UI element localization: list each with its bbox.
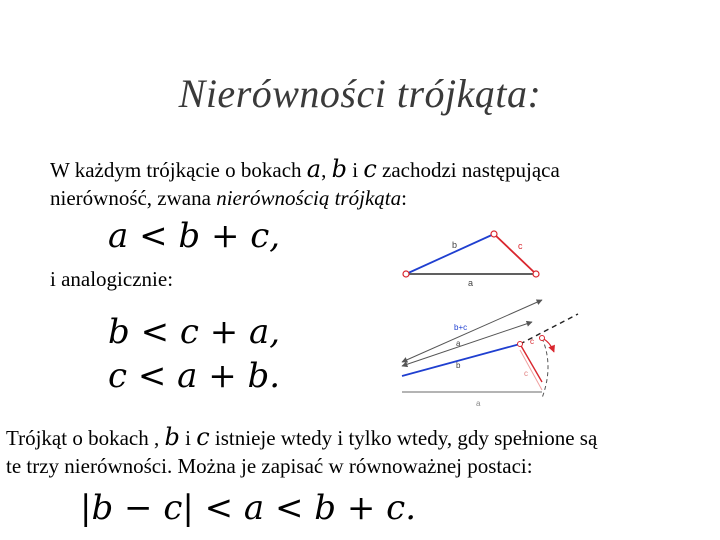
label-a-mid: a xyxy=(456,339,461,348)
dashed-extension xyxy=(520,314,578,344)
var-b: b xyxy=(331,155,347,183)
formula-b-lt-c-plus-a: b < c + a, xyxy=(108,312,281,352)
slide-title: Nierówności trójkąta: xyxy=(178,71,542,116)
label-a-bottom: a xyxy=(476,399,481,408)
var-b-2: b xyxy=(164,423,180,451)
vertex-right xyxy=(533,271,539,277)
p2-prefix: Trójkąt o bokach xyxy=(6,426,154,450)
label-c-top: c xyxy=(530,337,534,346)
p2-suffix: istnieje wtedy i tylko wtedy, gdy spełnione są xyxy=(209,426,598,450)
label-c-bottom: c xyxy=(524,369,528,378)
formula-c-lt-a-plus-b: c < a + b. xyxy=(108,356,281,396)
p2-conj: i xyxy=(179,426,197,450)
p1-comma: , xyxy=(321,158,327,182)
pivot-point-2 xyxy=(540,336,545,341)
formula-a-lt-b-plus-c: a < b + c, xyxy=(108,216,281,256)
p1-prefix: W każdym trójkącie o bokach xyxy=(50,158,307,182)
analog-text: i analogicznie: xyxy=(50,267,174,291)
label-a: a xyxy=(468,278,474,288)
paragraph-1-line-1 xyxy=(50,156,560,184)
p1-conj: i xyxy=(346,158,364,182)
formula-abs-b-minus-c: |b − c| < a < b + c. xyxy=(80,488,417,528)
label-b: b xyxy=(452,240,458,250)
label-b-plus-c: b+c xyxy=(454,323,468,332)
p1-line2-plain: nierówność, zwana xyxy=(50,186,217,210)
pivot-point-1 xyxy=(518,342,523,347)
vertex-top xyxy=(491,231,497,237)
paragraph-1-line-2 xyxy=(50,185,407,212)
paragraph-2-line-2: te trzy nierówności. Można je zapisać w równoważnej postaci: xyxy=(6,454,533,478)
side-c-line xyxy=(494,234,536,274)
paragraph-2-line-1 xyxy=(6,424,597,452)
triangle-diagram xyxy=(396,224,556,294)
p1-line2-italic: nierównością trójkąta xyxy=(216,186,402,210)
label-c: c xyxy=(518,241,523,251)
rotation-arc xyxy=(542,338,548,398)
label-b-mid: b xyxy=(456,361,461,370)
var-a: a xyxy=(306,155,322,183)
p1-suffix: zachodzi następująca xyxy=(376,158,560,182)
p2-comma: , xyxy=(153,426,160,450)
side-b-line xyxy=(406,234,494,274)
inequality-diagram xyxy=(392,292,592,412)
var-c-2: c xyxy=(196,423,210,451)
vertex-left xyxy=(403,271,409,277)
p1-line2-end: : xyxy=(401,186,407,210)
var-c: c xyxy=(363,155,377,183)
